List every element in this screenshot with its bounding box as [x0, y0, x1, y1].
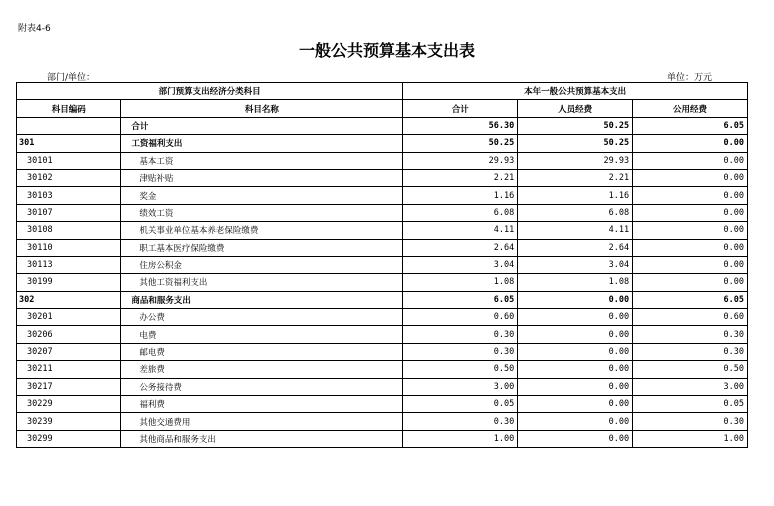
row-name: 其他工资福利支出	[121, 274, 403, 291]
table-row	[17, 396, 748, 413]
table-row	[17, 239, 748, 256]
header-code: 科目编码	[17, 100, 121, 117]
row-public-cost: 0.00	[633, 135, 748, 152]
header-total: 合计	[403, 100, 518, 117]
row-public-cost: 0.60	[633, 309, 748, 326]
row-staff-cost: 2.21	[518, 169, 633, 186]
table-row	[17, 274, 748, 291]
row-staff-cost: 50.25	[518, 117, 633, 134]
row-staff-cost: 4.11	[518, 222, 633, 239]
header-group-row	[17, 83, 748, 100]
row-public-cost: 3.00	[633, 378, 748, 395]
row-code: 30206	[17, 326, 121, 343]
row-code: 30199	[17, 274, 121, 291]
header-public-cost: 公用经费	[633, 100, 748, 117]
row-code: 30299	[17, 430, 121, 447]
row-name: 邮电费	[121, 343, 403, 360]
table-row	[17, 187, 748, 204]
row-code: 30102	[17, 169, 121, 186]
row-staff-cost: 0.00	[518, 343, 633, 360]
page-title: 一般公共预算基本支出表	[298, 41, 475, 60]
row-code: 30108	[17, 222, 121, 239]
table-row	[17, 378, 748, 395]
row-public-cost: 0.00	[633, 152, 748, 169]
table-row	[17, 117, 748, 134]
row-public-cost: 0.30	[633, 326, 748, 343]
row-total: 0.60	[403, 309, 518, 326]
row-name: 福利费	[121, 396, 403, 413]
table-row	[17, 256, 748, 273]
row-name: 办公费	[121, 309, 403, 326]
row-code: 301	[17, 135, 121, 152]
row-total: 2.21	[403, 169, 518, 186]
row-public-cost: 0.30	[633, 343, 748, 360]
row-total: 56.30	[403, 117, 518, 134]
row-total: 1.08	[403, 274, 518, 291]
row-staff-cost: 0.00	[518, 430, 633, 447]
attachment-label: 附表4-6	[18, 24, 51, 34]
row-public-cost: 6.05	[633, 117, 748, 134]
row-staff-cost: 0.00	[518, 378, 633, 395]
row-staff-cost: 0.00	[518, 413, 633, 430]
row-total: 3.04	[403, 256, 518, 273]
row-code: 30211	[17, 361, 121, 378]
row-name: 其他交通费用	[121, 413, 403, 430]
row-name: 工资福利支出	[121, 135, 403, 152]
row-total: 2.64	[403, 239, 518, 256]
row-code: 30217	[17, 378, 121, 395]
table-row	[17, 204, 748, 221]
row-total: 4.11	[403, 222, 518, 239]
row-code: 30103	[17, 187, 121, 204]
row-staff-cost: 29.93	[518, 152, 633, 169]
row-name: 住房公积金	[121, 256, 403, 273]
row-code: 30229	[17, 396, 121, 413]
row-code: 30207	[17, 343, 121, 360]
row-code: 30239	[17, 413, 121, 430]
row-staff-cost: 50.25	[518, 135, 633, 152]
row-public-cost: 0.00	[633, 187, 748, 204]
row-total: 0.50	[403, 361, 518, 378]
budget-table	[16, 82, 748, 448]
row-total: 0.30	[403, 343, 518, 360]
row-public-cost: 0.00	[633, 274, 748, 291]
row-name: 绩效工资	[121, 204, 403, 221]
row-total: 6.05	[403, 291, 518, 308]
header-name: 科目名称	[121, 100, 403, 117]
row-name: 商品和服务支出	[121, 291, 403, 308]
row-code	[17, 117, 121, 134]
row-code: 30113	[17, 256, 121, 273]
row-public-cost: 6.05	[633, 291, 748, 308]
row-name: 公务接待费	[121, 378, 403, 395]
row-staff-cost: 0.00	[518, 396, 633, 413]
header-column-row	[17, 100, 748, 117]
table-row	[17, 152, 748, 169]
table-row	[17, 413, 748, 430]
row-code: 302	[17, 291, 121, 308]
row-code: 30110	[17, 239, 121, 256]
row-public-cost: 0.50	[633, 361, 748, 378]
row-public-cost: 0.00	[633, 256, 748, 273]
row-total: 29.93	[403, 152, 518, 169]
table-row	[17, 430, 748, 447]
row-code: 30107	[17, 204, 121, 221]
row-staff-cost: 2.64	[518, 239, 633, 256]
row-total: 0.05	[403, 396, 518, 413]
row-public-cost: 0.05	[633, 396, 748, 413]
row-staff-cost: 0.00	[518, 309, 633, 326]
row-public-cost: 1.00	[633, 430, 748, 447]
row-total: 50.25	[403, 135, 518, 152]
row-name: 电费	[121, 326, 403, 343]
table-row	[17, 361, 748, 378]
row-total: 3.00	[403, 378, 518, 395]
row-total: 6.08	[403, 204, 518, 221]
row-staff-cost: 0.00	[518, 291, 633, 308]
row-name: 其他商品和服务支出	[121, 430, 403, 447]
table-body	[17, 117, 748, 447]
table-row	[17, 343, 748, 360]
department-label: 部门/单位：	[47, 73, 96, 83]
row-total: 0.30	[403, 413, 518, 430]
row-name: 基本工资	[121, 152, 403, 169]
table-row	[17, 309, 748, 326]
row-staff-cost: 0.00	[518, 361, 633, 378]
row-name: 奖金	[121, 187, 403, 204]
row-staff-cost: 0.00	[518, 326, 633, 343]
row-total: 1.00	[403, 430, 518, 447]
row-public-cost: 0.00	[633, 222, 748, 239]
row-staff-cost: 6.08	[518, 204, 633, 221]
row-name: 津贴补贴	[121, 169, 403, 186]
header-basic-expenditure: 本年一般公共预算基本支出	[403, 83, 748, 100]
unit-label: 单位：万元	[667, 73, 713, 83]
row-name: 差旅费	[121, 361, 403, 378]
table-row	[17, 169, 748, 186]
row-code: 30101	[17, 152, 121, 169]
row-public-cost: 0.00	[633, 239, 748, 256]
row-public-cost: 0.00	[633, 169, 748, 186]
header-staff-cost: 人员经费	[518, 100, 633, 117]
row-name: 合计	[121, 117, 403, 134]
row-total: 0.30	[403, 326, 518, 343]
row-staff-cost: 1.16	[518, 187, 633, 204]
row-public-cost: 0.30	[633, 413, 748, 430]
row-staff-cost: 3.04	[518, 256, 633, 273]
table-row	[17, 222, 748, 239]
table-row	[17, 291, 748, 308]
table-row	[17, 135, 748, 152]
row-public-cost: 0.00	[633, 204, 748, 221]
row-name: 机关事业单位基本养老保险缴费	[121, 222, 403, 239]
row-total: 1.16	[403, 187, 518, 204]
row-code: 30201	[17, 309, 121, 326]
table-row	[17, 326, 748, 343]
header-economic-classification: 部门预算支出经济分类科目	[17, 83, 403, 100]
row-name: 职工基本医疗保险缴费	[121, 239, 403, 256]
row-staff-cost: 1.08	[518, 274, 633, 291]
